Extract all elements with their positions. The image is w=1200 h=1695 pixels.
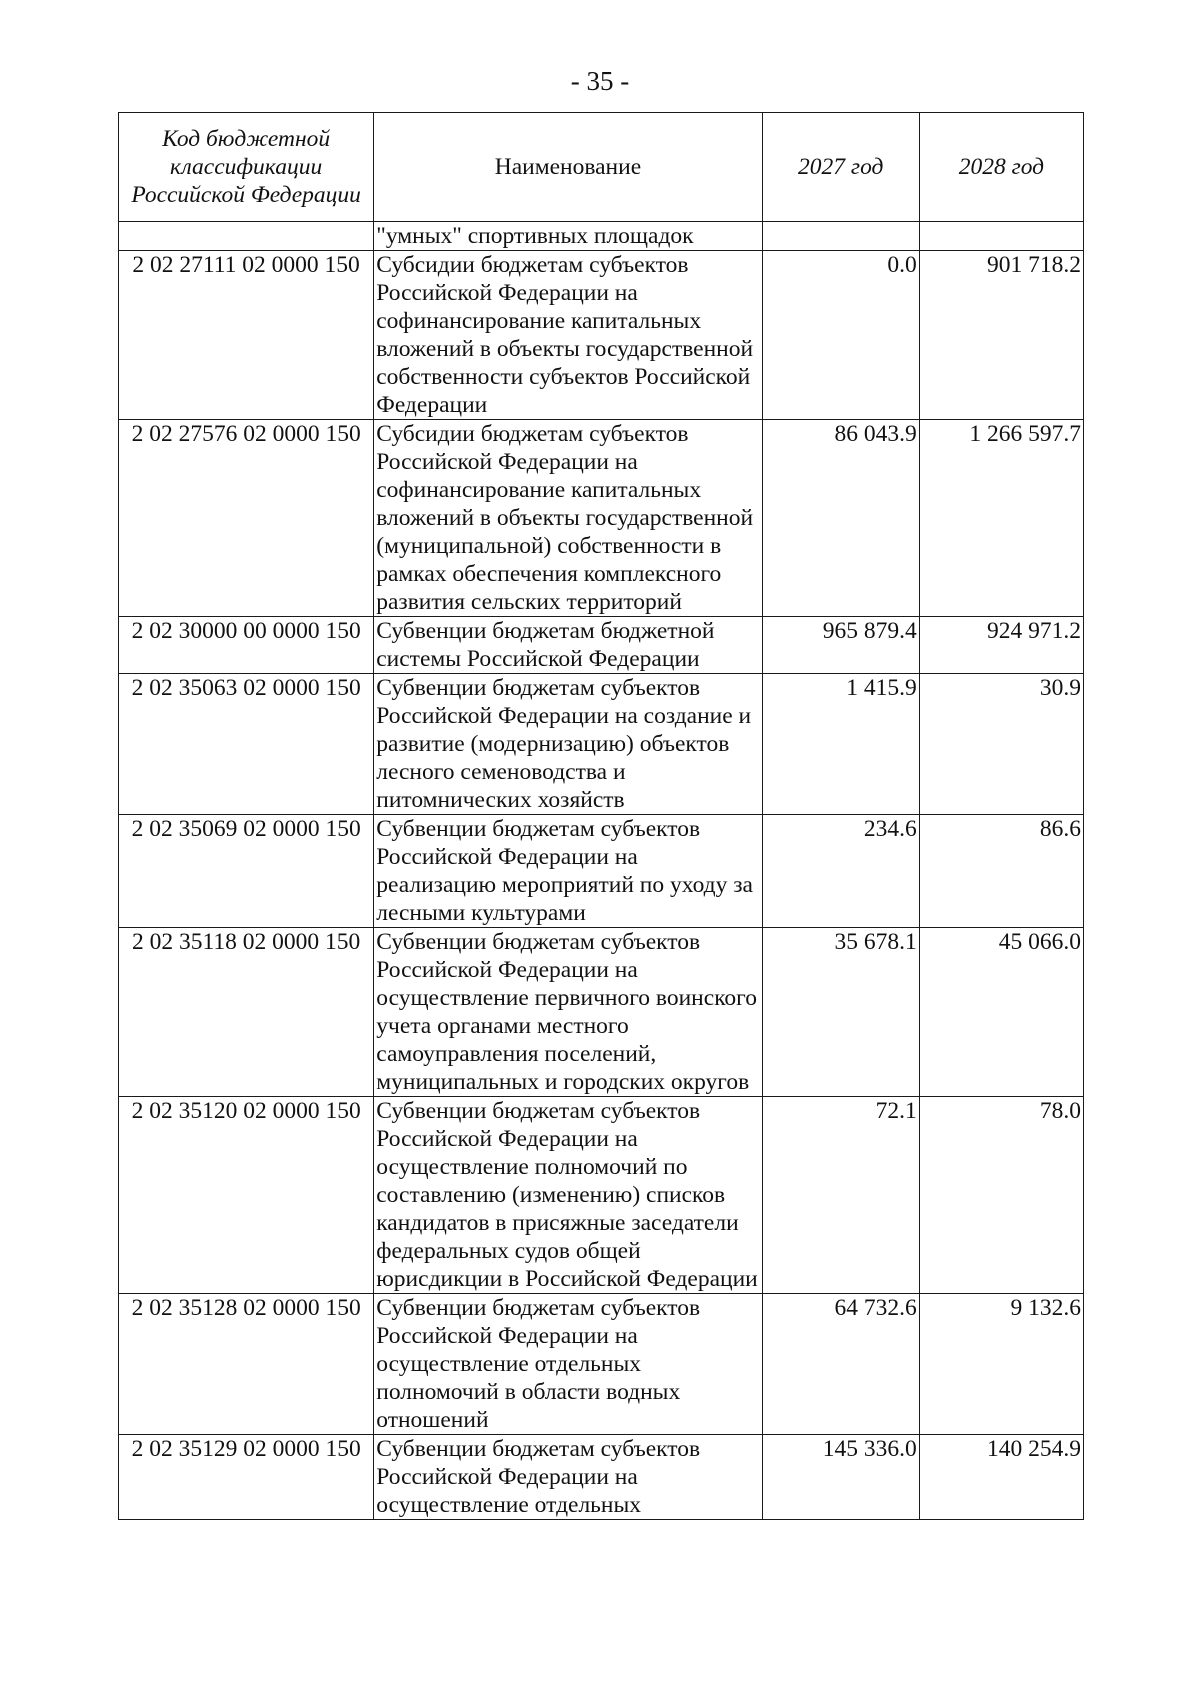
row-code-cell: 2 02 35128 02 0000 150 bbox=[119, 1294, 374, 1435]
table-body bbox=[119, 222, 1084, 1520]
row-value-2028-cell: 140 254.9 bbox=[919, 1435, 1083, 1520]
row-name-cell: Субвенции бюджетам бюджетной системы Российской Федерации bbox=[374, 617, 762, 674]
table-row bbox=[119, 1294, 1084, 1435]
row-name-cell: Субвенции бюджетам субъектов Российской Федерации на осуществление отдельных bbox=[374, 1435, 762, 1520]
row-value-2028-cell: 901 718.2 bbox=[919, 251, 1083, 420]
table-row bbox=[119, 251, 1084, 420]
row-code-cell: 2 02 27111 02 0000 150 bbox=[119, 251, 374, 420]
table-row bbox=[119, 674, 1084, 815]
table-row bbox=[119, 420, 1084, 617]
row-name-cell: Субвенции бюджетам субъектов Российской Федерации на создание и развитие (модернизацию) объектов лесного семеноводства и питомнических хозяйств bbox=[374, 674, 762, 815]
row-code-cell bbox=[119, 222, 374, 251]
row-value-2028-cell: 30.9 bbox=[919, 674, 1083, 815]
row-value-2028-cell: 78.0 bbox=[919, 1097, 1083, 1294]
row-value-2027-cell bbox=[762, 222, 919, 251]
header-year-2028: 2028 год bbox=[919, 113, 1083, 222]
row-name-cell: Субвенции бюджетам субъектов Российской Федерации на осуществление полномочий по составлению (изменению) списков кандидатов в присяжные заседатели федеральных судов общей юрисдикции в Российской Федерации bbox=[374, 1097, 762, 1294]
row-code-cell: 2 02 35063 02 0000 150 bbox=[119, 674, 374, 815]
table-header-row bbox=[119, 113, 1084, 222]
row-value-2028-cell: 9 132.6 bbox=[919, 1294, 1083, 1435]
budget-table bbox=[118, 112, 1084, 1520]
header-name: Наименование bbox=[374, 113, 762, 222]
row-code-cell: 2 02 35129 02 0000 150 bbox=[119, 1435, 374, 1520]
row-value-2027-cell: 145 336.0 bbox=[762, 1435, 919, 1520]
table-row bbox=[119, 222, 1084, 251]
row-value-2027-cell: 64 732.6 bbox=[762, 1294, 919, 1435]
page-number: - 35 - bbox=[570, 66, 630, 96]
row-value-2027-cell: 0.0 bbox=[762, 251, 919, 420]
row-value-2027-cell: 35 678.1 bbox=[762, 928, 919, 1097]
row-name-cell: Субвенции бюджетам субъектов Российской Федерации на осуществление первичного воинского учета органами местного самоуправления поселений, муниципальных и городских округов bbox=[374, 928, 762, 1097]
table-row bbox=[119, 617, 1084, 674]
table-row bbox=[119, 815, 1084, 928]
row-value-2027-cell: 234.6 bbox=[762, 815, 919, 928]
row-value-2028-cell bbox=[919, 222, 1083, 251]
row-value-2027-cell: 72.1 bbox=[762, 1097, 919, 1294]
header-code: Код бюджетной классификации Российской Федерации bbox=[119, 113, 374, 222]
row-value-2027-cell: 1 415.9 bbox=[762, 674, 919, 815]
row-name-cell: Субвенции бюджетам субъектов Российской Федерации на осуществление отдельных полномочий в области водных отношений bbox=[374, 1294, 762, 1435]
row-name-cell: Субсидии бюджетам субъектов Российской Федерации на софинансирование капитальных вложений в объекты государственной собственности субъектов Российской Федерации bbox=[374, 251, 762, 420]
table-row bbox=[119, 1097, 1084, 1294]
row-value-2027-cell: 86 043.9 bbox=[762, 420, 919, 617]
table-row bbox=[119, 1435, 1084, 1520]
row-code-cell: 2 02 35120 02 0000 150 bbox=[119, 1097, 374, 1294]
header-year-2027: 2027 год bbox=[762, 113, 919, 222]
row-value-2028-cell: 86.6 bbox=[919, 815, 1083, 928]
row-code-cell: 2 02 35118 02 0000 150 bbox=[119, 928, 374, 1097]
row-code-cell: 2 02 30000 00 0000 150 bbox=[119, 617, 374, 674]
row-value-2028-cell: 45 066.0 bbox=[919, 928, 1083, 1097]
row-name-cell: "умных" спортивных площадок bbox=[374, 222, 762, 251]
row-value-2028-cell: 924 971.2 bbox=[919, 617, 1083, 674]
table-row bbox=[119, 928, 1084, 1097]
row-name-cell: Субвенции бюджетам субъектов Российской Федерации на реализацию мероприятий по уходу за лесными культурами bbox=[374, 815, 762, 928]
row-code-cell: 2 02 27576 02 0000 150 bbox=[119, 420, 374, 617]
row-value-2028-cell: 1 266 597.7 bbox=[919, 420, 1083, 617]
row-value-2027-cell: 965 879.4 bbox=[762, 617, 919, 674]
row-code-cell: 2 02 35069 02 0000 150 bbox=[119, 815, 374, 928]
row-name-cell: Субсидии бюджетам субъектов Российской Федерации на софинансирование капитальных вложений в объекты государственной (муниципальной) собственности в рамках обеспечения комплексного развития сельских территорий bbox=[374, 420, 762, 617]
